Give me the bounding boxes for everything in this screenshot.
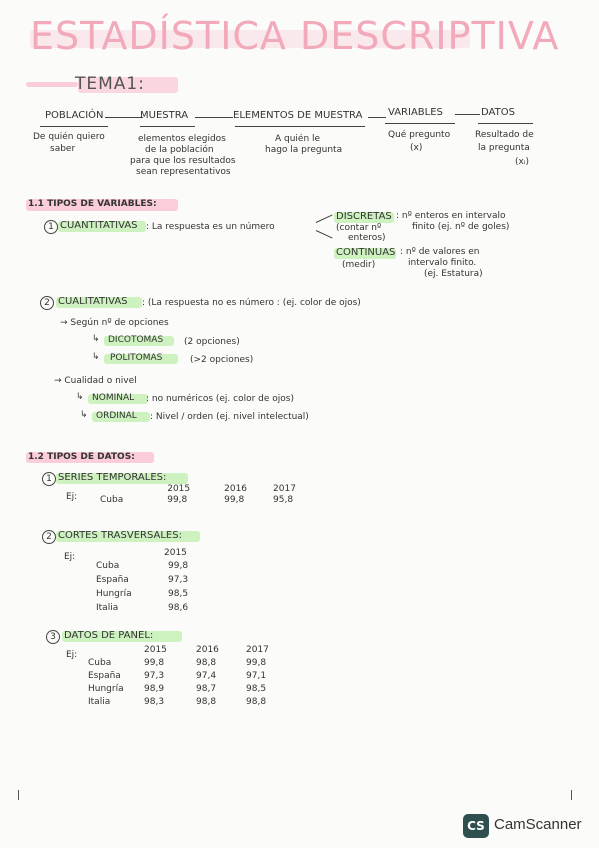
table-cell: 98,5 <box>246 684 267 694</box>
panel-label: DATOS DE PANEL: <box>64 630 154 641</box>
series-ej: Ej: <box>66 492 78 502</box>
table-cell: 2017 <box>246 645 269 655</box>
brace-muestra <box>140 126 195 131</box>
datos-desc-2: la pregunta <box>478 143 530 153</box>
arrow-3 <box>368 117 386 118</box>
table-cell: 98,8 <box>246 697 267 707</box>
brace-poblacion <box>40 126 108 131</box>
segun-line: → Según nº de opciones <box>60 318 169 328</box>
table-row <box>88 657 275 670</box>
table-row <box>96 560 194 574</box>
tema-dash <box>26 82 78 87</box>
table-cell: 99,8 <box>167 495 188 505</box>
table-cell: 2015 <box>167 484 191 494</box>
muestra-desc-3: para que los resultados <box>130 156 236 166</box>
discretas-desc-3: finito (ej. nº de goles) <box>412 222 510 232</box>
poblacion-desc-2: saber <box>50 144 76 154</box>
table-cell <box>100 484 129 495</box>
table-row <box>100 495 302 506</box>
series-number: 1 <box>42 472 56 486</box>
table-cell: 2015 <box>144 645 167 655</box>
table-cell: España <box>88 671 121 681</box>
arrow-discretas <box>316 214 333 223</box>
brace-elementos <box>235 126 365 131</box>
table-cell: 2017 <box>273 484 296 494</box>
cual-number: 2 <box>40 296 54 310</box>
cuant-label: CUANTITATIVAS <box>60 220 138 231</box>
table-cell: Italia <box>88 697 111 707</box>
continuas-label: CONTINUAS <box>336 247 396 258</box>
variables-desc-1: Qué pregunto <box>388 130 451 140</box>
table-cell: 95,8 <box>273 495 294 505</box>
arrow-2 <box>195 117 233 118</box>
dicotomas-hook: ↳ <box>92 334 100 344</box>
cortes-ej: Ej: <box>64 552 76 562</box>
cortes-number: 2 <box>42 530 56 544</box>
politomas-desc: (>2 opciones) <box>190 355 254 365</box>
ordinal-desc: : Nivel / orden (ej. nivel intelectual) <box>150 412 309 422</box>
flow-variables: VARIABLES <box>388 107 443 118</box>
muestra-desc-2: de la población <box>145 145 214 155</box>
arrow-1 <box>105 117 143 118</box>
datos-desc-1: Resultado de <box>475 130 534 140</box>
s12-heading: 1.2 TIPOS DE DATOS: <box>28 452 135 462</box>
panel-number: 3 <box>46 630 60 644</box>
scan-edge-right <box>571 790 572 800</box>
table-cell: Hungría <box>96 589 132 599</box>
arrow-4 <box>455 114 480 115</box>
discretas-desc-2: (contar nº <box>336 223 382 233</box>
table-cell: 99,8 <box>246 658 267 668</box>
table-row <box>96 574 194 588</box>
camscanner-logo: CS <box>463 814 489 838</box>
table-row <box>88 644 275 657</box>
flow-poblacion: POBLACIÓN <box>45 110 104 121</box>
table-cell: 98,8 <box>196 697 217 707</box>
discretas-label: DISCRETAS <box>336 211 392 222</box>
s11-heading: 1.1 TIPOS DE VARIABLES: <box>28 199 157 209</box>
flow-muestra: MUESTRA <box>140 110 189 121</box>
muestra-desc-4: sean representativos <box>136 167 231 177</box>
nominal-desc: : no numéricos (ej. color de ojos) <box>146 394 294 404</box>
table-row <box>100 484 302 495</box>
variables-desc-2: (x) <box>410 143 423 153</box>
panel-table <box>88 644 275 709</box>
ordinal-label: ORDINAL <box>96 411 137 421</box>
table-cell: 97,4 <box>196 671 217 681</box>
table-cell: 98,5 <box>168 589 189 599</box>
flow-elementos: ELEMENTOS DE MUESTRA <box>233 110 363 121</box>
cuant-number: 1 <box>44 220 58 234</box>
table-cell: 98,6 <box>168 603 189 613</box>
cual-label: CUALITATIVAS <box>58 296 128 307</box>
table-cell: Hungría <box>88 684 124 694</box>
series-table <box>100 484 302 506</box>
table-cell: 99,8 <box>144 658 165 668</box>
scan-edge-left <box>18 790 19 800</box>
cortes-year: 2015 <box>164 548 187 558</box>
elementos-desc-2: hago la pregunta <box>265 145 343 155</box>
brace-variables <box>385 123 455 128</box>
table-cell: 97,3 <box>144 671 165 681</box>
table-cell: 99,8 <box>224 495 245 505</box>
discretas-desc-1: : nº enteros en intervalo <box>396 211 506 221</box>
dicotomas-desc: (2 opciones) <box>184 337 240 347</box>
politomas-label: POLITOMAS <box>110 353 163 363</box>
nominal-label: NOMINAL <box>92 393 135 403</box>
elementos-desc-1: A quién le <box>275 134 321 144</box>
brace-datos <box>478 123 533 128</box>
page-title: ESTADÍSTICA DESCRIPTIVA <box>30 14 560 58</box>
poblacion-desc-1: De quién quiero <box>33 132 105 142</box>
table-row <box>88 683 275 696</box>
ordinal-hook: ↳ <box>80 410 88 420</box>
table-cell: Cuba <box>96 561 120 571</box>
table-cell: 98,9 <box>144 684 165 694</box>
panel-ej: Ej: <box>66 650 78 660</box>
nominal-hook: ↳ <box>76 392 84 402</box>
table-cell: Cuba <box>100 495 124 505</box>
cuant-desc: : La respuesta es un número <box>146 222 275 232</box>
continuas-desc-2: (medir) <box>342 260 376 270</box>
table-cell: 97,1 <box>246 671 267 681</box>
table-cell: 2016 <box>224 484 248 494</box>
cortes-table <box>96 560 194 616</box>
dicotomas-label: DICOTOMAS <box>108 335 164 345</box>
datos-desc-3: (xᵢ) <box>515 157 529 167</box>
table-cell: 98,7 <box>196 684 217 694</box>
politomas-hook: ↳ <box>92 352 100 362</box>
camscanner-brand: CamScanner <box>494 816 582 833</box>
continuas-desc-1: : nº de valores en <box>400 247 480 257</box>
tema-heading: TEMA1: <box>75 74 145 94</box>
table-cell: España <box>96 575 129 585</box>
table-cell <box>88 644 144 657</box>
table-cell: 99,8 <box>168 561 189 571</box>
table-row <box>88 696 275 709</box>
table-cell: Italia <box>96 603 119 613</box>
cualidad-line: → Cualidad o nivel <box>54 376 137 386</box>
table-cell: 97,3 <box>168 575 189 585</box>
table-row <box>96 588 194 602</box>
cortes-label: CORTES TRASVERSALES: <box>58 530 182 541</box>
table-cell: 98,8 <box>196 658 217 668</box>
flow-datos: DATOS <box>481 107 515 118</box>
series-label: SERIES TEMPORALES: <box>58 472 167 483</box>
table-cell: Cuba <box>88 658 112 668</box>
table-cell: 2016 <box>196 645 219 655</box>
muestra-desc-1: elementos elegidos <box>138 134 226 144</box>
cual-desc: : (La respuesta no es número : (ej. color de ojos) <box>142 298 361 308</box>
table-row <box>96 602 194 616</box>
table-cell: 98,3 <box>144 697 165 707</box>
continuas-desc-3: intervalo finito. <box>408 258 477 268</box>
continuas-desc-4: (ej. Estatura) <box>424 269 483 279</box>
discretas-desc-4: enteros) <box>348 233 386 243</box>
arrow-continuas <box>316 230 333 239</box>
table-row <box>88 670 275 683</box>
